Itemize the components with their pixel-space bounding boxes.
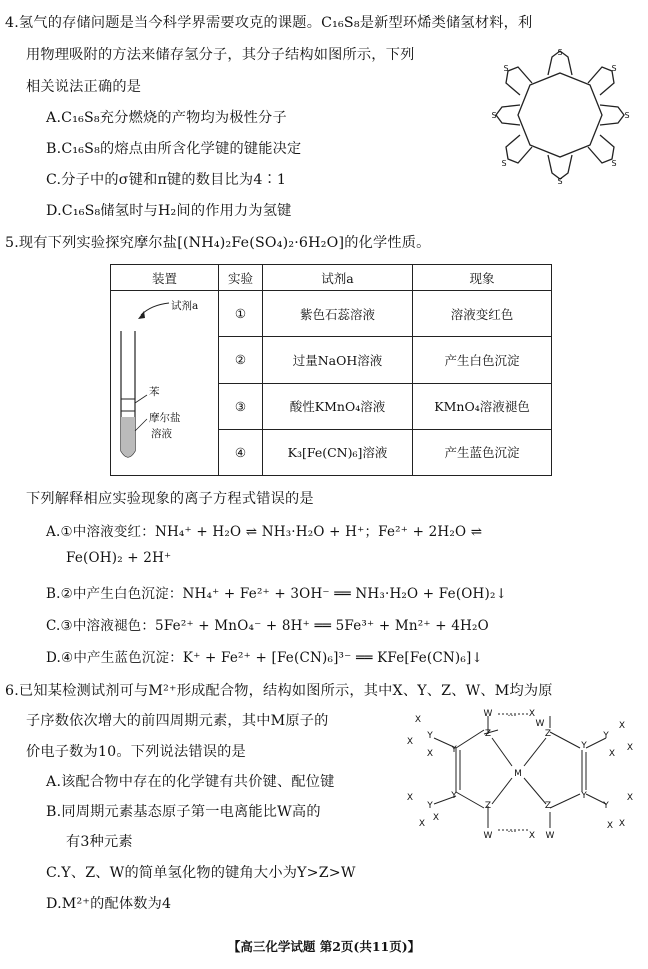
q5-question: 下列解释相应实验现象的离子方程式错误的是 xyxy=(26,491,314,507)
cell-reagent: 过量NaOH溶液 xyxy=(263,337,413,383)
atom-x-label: X xyxy=(414,715,422,725)
q5-option-a-line-2: Fe(OH)₂ + 2H⁺ xyxy=(66,550,172,566)
q5-option-d: D.④中产生蓝色沉淀：K⁺ + Fe²⁺ + [Fe(CN)₆]³⁻ ══ KFe[Fe(CN)₆]↓ xyxy=(46,650,483,666)
sulfur-atom-label: S xyxy=(611,64,617,73)
atom-x-label: X xyxy=(528,709,536,719)
q4-stem-line-2: 用物理吸附的方法来储存氢分子，其分子结构如图所示，下列 xyxy=(26,47,415,63)
table-header-row xyxy=(111,265,552,291)
atom-z-label: Z xyxy=(544,729,552,739)
atom-y-label: Y xyxy=(603,801,609,811)
sulfur-atom-label: S xyxy=(501,159,507,168)
cell-reagent: 酸性KMnO₄溶液 xyxy=(263,383,413,429)
sulfur-atom-label: S xyxy=(611,159,617,168)
atom-x-label: X xyxy=(406,793,414,803)
cell-exp-num: ③ xyxy=(219,383,263,429)
table-row xyxy=(111,291,552,337)
atom-x-label: X xyxy=(618,721,626,731)
q5-option-a-line-1: A.①中溶液变红：NH₄⁺ + H₂O ⇌ NH₃·H₂O + H⁺；Fe²⁺ + 2H₂O ⇌ xyxy=(46,524,483,540)
sulfur-atom-label: S xyxy=(557,177,563,185)
q6-option-a: A.该配合物中存在的化学键有共价键、配位键 xyxy=(46,774,335,790)
q5-option-c: C.③中溶液褪色：5Fe²⁺ + MnO₄⁻ + 8H⁺ ══ 5Fe³⁺ + Mn²⁺ + 4H₂O xyxy=(46,618,489,634)
q4-option-b: B.C₁₆S₈的熔点由所含化学键的键能决定 xyxy=(46,141,302,157)
label-mohr-salt: 摩尔盐 xyxy=(149,412,181,424)
sulfur-atom-label: S xyxy=(503,64,509,73)
cell-exp-num: ① xyxy=(219,291,263,337)
atom-w-label: W xyxy=(483,709,493,719)
header-phenomenon: 现象 xyxy=(413,265,552,291)
q6-option-d: D.M²⁺的配体数为4 xyxy=(46,896,172,912)
q5-option-b: B.②中产生白色沉淀：NH₄⁺ + Fe²⁺ + 3OH⁻ ══ NH₃·H₂O + Fe(OH)₂↓ xyxy=(46,586,508,602)
q6-option-b-line-1: B.同周期元素基态原子第一电离能比W高的 xyxy=(46,804,321,820)
q6-option-b-line-2: 有3种元素 xyxy=(66,834,133,850)
sulfur-atom-label: S xyxy=(557,48,563,57)
apparatus-cell xyxy=(111,291,219,476)
atom-x-label: X xyxy=(618,819,626,829)
experiment-table xyxy=(110,264,552,476)
cell-phenomenon: 产生白色沉淀 xyxy=(413,337,552,383)
cell-phenomenon: 产生蓝色沉淀 xyxy=(413,429,552,475)
cell-exp-num: ② xyxy=(219,337,263,383)
atom-w-label: W xyxy=(545,831,555,841)
atom-x-label: X xyxy=(626,743,634,753)
sulfur-atom-label: S xyxy=(624,111,630,120)
atom-x-label: X xyxy=(606,821,614,831)
page-footer: 【高三化学试题 第2页(共11页)】 xyxy=(227,939,421,954)
q6-option-c: C.Y、Z、W的简单氢化物的键角大小为Y>Z>W xyxy=(46,865,356,881)
atom-y-label: Y xyxy=(581,741,587,751)
q6-stem-line-1: 6.已知某检测试剂可与M²⁺形成配合物，结构如图所示，其中X、Y、Z、W、M均为原 xyxy=(5,683,553,699)
label-benzene: 苯 xyxy=(149,386,160,398)
header-experiment: 实验 xyxy=(219,265,263,291)
atom-x-label: X xyxy=(432,813,440,823)
atom-z-label: Z xyxy=(544,801,552,811)
q5-stem: 5.现有下列实验探究摩尔盐[(NH₄)₂Fe(SO₄)₂·6H₂O]的化学性质。 xyxy=(5,235,431,251)
atom-y-label: Y xyxy=(427,731,433,741)
q4-option-d: D.C₁₆S₈储氢时与H₂间的作用力为氢键 xyxy=(46,203,292,219)
label-reagent-a: 试剂a xyxy=(171,300,199,312)
atom-x-label: X xyxy=(608,749,616,759)
c16s8-rings xyxy=(496,51,624,179)
atom-x-label: X xyxy=(626,793,634,803)
atom-x-label: X xyxy=(528,831,536,841)
cell-reagent: 紫色石蕊溶液 xyxy=(263,291,413,337)
sulfur-atom-label: S xyxy=(491,111,497,120)
hbond-dots: … xyxy=(507,709,517,719)
q6-stem-line-2: 子序数依次增大的前四周期元素，其中M原子的 xyxy=(26,713,329,729)
atom-w-label: W xyxy=(483,831,493,841)
q4-stem-line-3: 相关说法正确的是 xyxy=(26,79,142,95)
hbond-dots: … xyxy=(507,825,517,835)
atom-x-label: X xyxy=(418,819,426,829)
c16s8-structure-figure xyxy=(490,45,630,185)
label-solution: 溶液 xyxy=(151,428,172,440)
test-tube-figure xyxy=(111,291,217,475)
atom-z-label: Z xyxy=(484,729,492,739)
atom-w-label: W xyxy=(535,719,545,729)
cell-phenomenon: 溶液变红色 xyxy=(413,291,552,337)
q4-stem-line-1: 4.氢气的存储问题是当今科学界需要攻克的课题。C₁₆S₈是新型环烯类储氢材料，利 xyxy=(5,15,533,31)
q6-stem-line-3: 价电子数为10。下列说法错误的是 xyxy=(26,744,246,760)
atom-y-label: Y xyxy=(451,791,457,801)
atom-z-label: Z xyxy=(484,801,492,811)
complex-structure-figure xyxy=(400,708,640,843)
header-apparatus: 装置 xyxy=(111,265,219,291)
complex-atom-labels xyxy=(407,709,633,841)
atom-m-label: M xyxy=(514,769,522,779)
cell-phenomenon: KMnO₄溶液褪色 xyxy=(413,383,552,429)
header-reagent: 试剂a xyxy=(263,265,413,291)
q4-option-c: C.分子中的σ键和π键的数目比为4∶1 xyxy=(46,172,287,188)
atom-x-label: X xyxy=(426,749,434,759)
cell-reagent: K₃[Fe(CN)₆]溶液 xyxy=(263,429,413,475)
atom-y-label: Y xyxy=(451,745,457,755)
atom-x-label: X xyxy=(406,737,414,747)
atom-y-label: Y xyxy=(581,791,587,801)
cell-exp-num: ④ xyxy=(219,429,263,475)
q4-option-a: A.C₁₆S₈充分燃烧的产物均为极性分子 xyxy=(46,110,287,126)
atom-y-label: Y xyxy=(603,731,609,741)
atom-y-label: Y xyxy=(427,801,433,811)
